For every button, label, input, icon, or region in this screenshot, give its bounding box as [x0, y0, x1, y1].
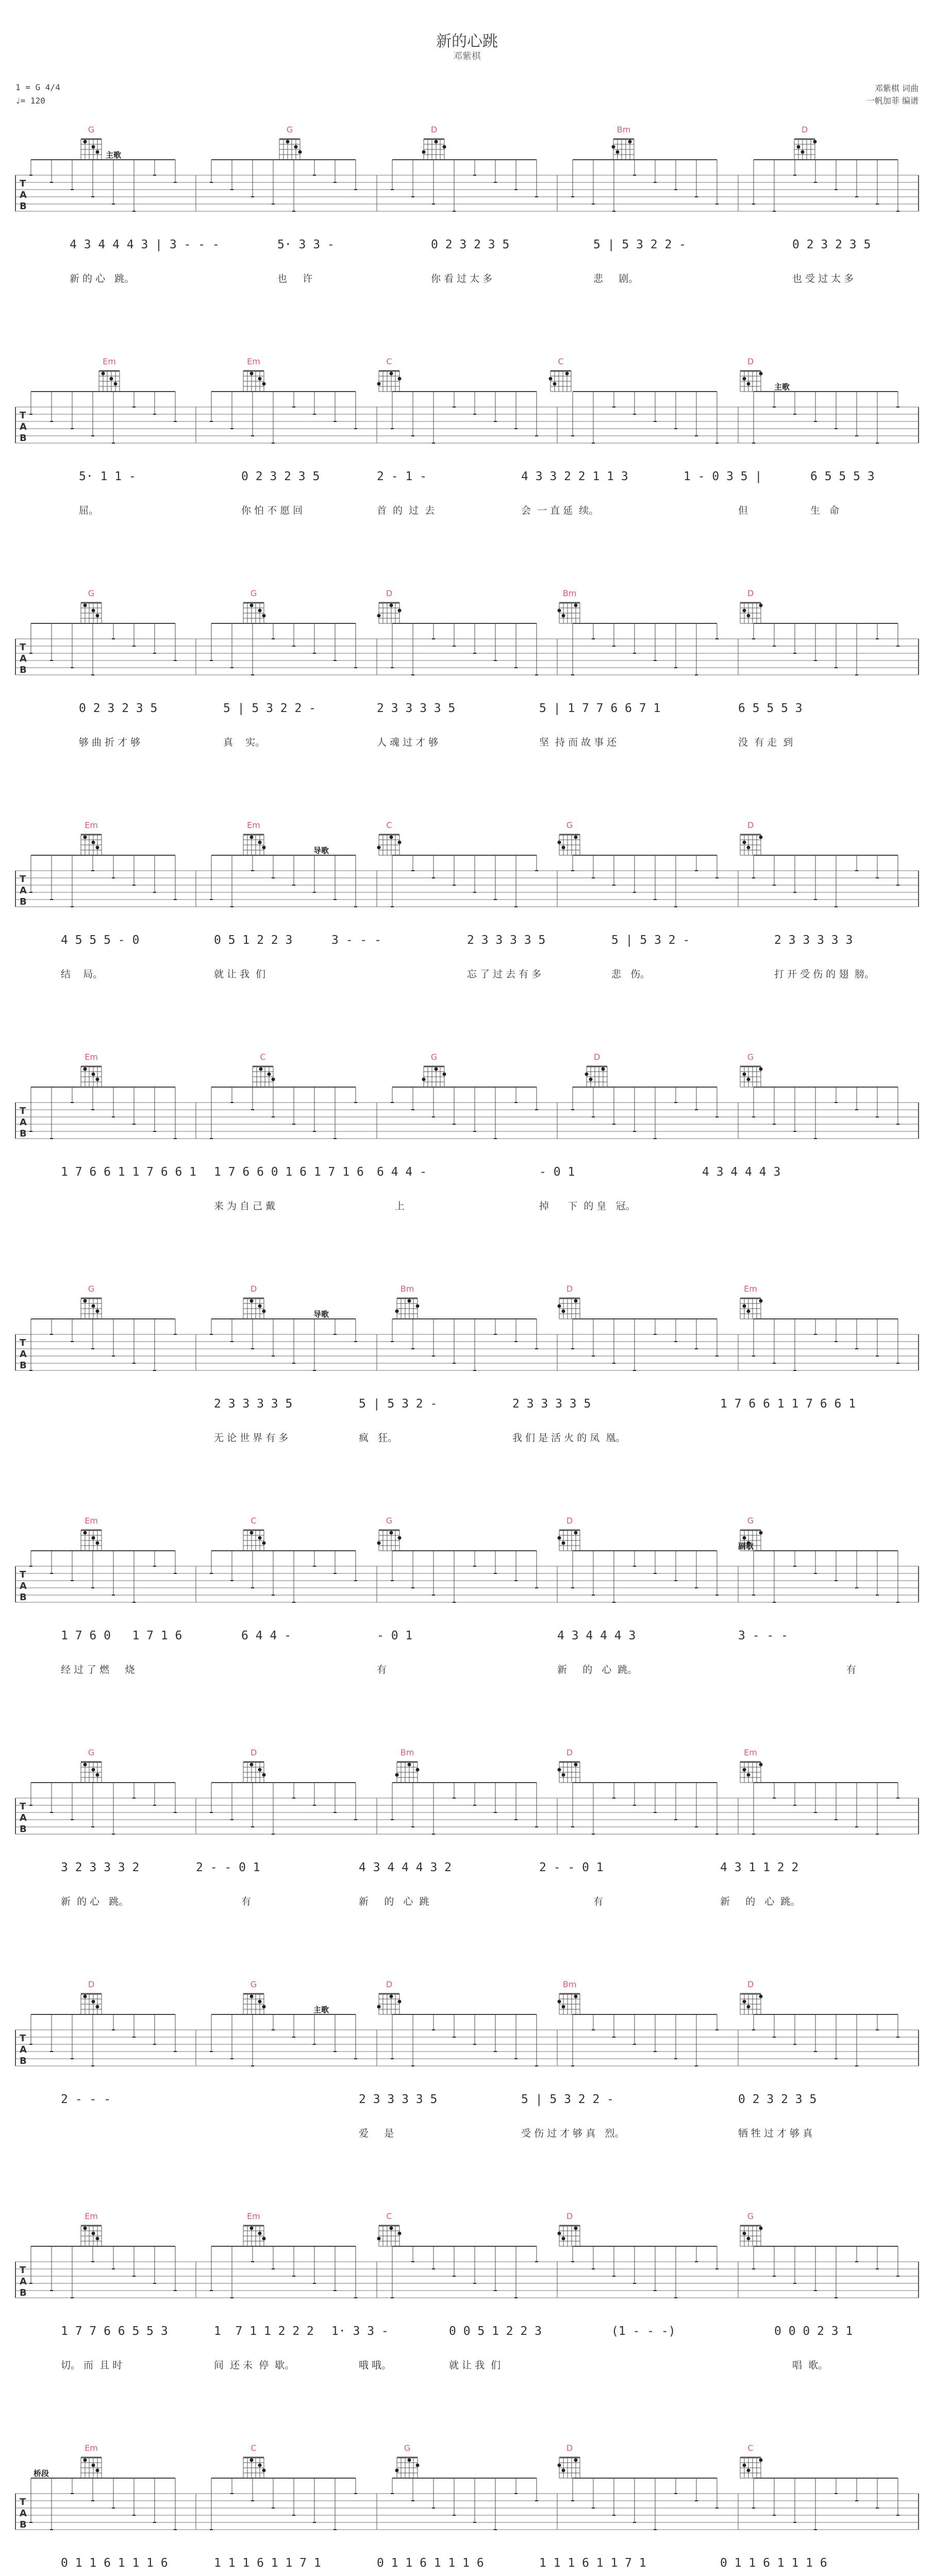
chord-name: G [88, 588, 95, 598]
tab-system [0, 2437, 934, 2576]
tab-clef: B [20, 2056, 27, 2066]
lyric-line: 有 [377, 1664, 387, 1675]
section-label: 导歌 [313, 846, 329, 855]
chord-diagram [243, 1762, 266, 1783]
tab-clef: B [20, 1824, 27, 1835]
chord-name: G [250, 588, 257, 598]
chord-name: D [801, 125, 808, 134]
section-label: 导歌 [313, 1310, 329, 1319]
lyric-line: 上 [395, 1200, 405, 1212]
lyric-line: 你 看 过 太 多 [431, 273, 493, 284]
jianpu-notes: 1 7 7 6 6 5 5 3 [61, 2325, 168, 2338]
chord-diagram [377, 2226, 402, 2246]
lyric-line: 够 曲 折 才 够 [79, 737, 141, 748]
jianpu-notes: 2 - - 0 1 [196, 1861, 260, 1874]
chord-diagram [395, 1762, 420, 1783]
jianpu-notes: 2 3 3 3 3 5 [377, 702, 456, 715]
chord-name: G [566, 820, 573, 830]
jianpu-notes: 1 7 1 1 2 2 2 [214, 2325, 314, 2338]
chord-name: G [430, 1052, 438, 1062]
chord-name: G [747, 1052, 754, 1062]
chord-name: C [251, 1516, 257, 1526]
chord-name: D [430, 125, 438, 134]
chord-diagram [558, 1530, 580, 1551]
chord-name: G [88, 1748, 95, 1757]
credit-arranger: 一帆加菲 编谱 [866, 96, 919, 106]
chord-diagram [740, 1994, 763, 2014]
chord-diagram [81, 1530, 102, 1551]
chord-name: G [404, 2443, 411, 2453]
chord-diagram [549, 371, 572, 392]
chord-diagram [558, 2458, 580, 2478]
tab-clef: T [20, 874, 26, 885]
tab-clef: A [20, 1812, 27, 1823]
lyric-line: 有 [593, 1896, 604, 1907]
jianpu-notes: 1· 3 3 - [331, 2325, 389, 2338]
chord-name: D [386, 1979, 393, 1989]
chord-name: Bm [562, 588, 577, 598]
chord-diagram [81, 1298, 102, 1319]
chord-diagram [377, 603, 402, 623]
chord-name: G [747, 1516, 754, 1526]
lyric-line: 但 [738, 505, 748, 516]
chord-diagram [558, 1994, 580, 2014]
jianpu-notes: 4 3 1 1 2 2 [720, 1861, 799, 1874]
chord-name: D [386, 588, 393, 598]
chord-name: G [286, 125, 293, 134]
jianpu-notes: 0 0 0 2 3 1 [774, 2325, 853, 2338]
chord-diagram [243, 1298, 266, 1319]
chord-name: Em [247, 357, 260, 366]
tab-clef: T [20, 2497, 26, 2507]
tab-clef: A [20, 190, 27, 200]
chord-name: G [747, 2211, 754, 2221]
chord-name: Em [744, 1748, 757, 1757]
jianpu-notes: 0 2 3 2 3 5 [241, 470, 320, 483]
chord-diagram [740, 1066, 763, 1087]
chord-diagram [81, 2458, 102, 2478]
chord-name: Em [247, 2211, 260, 2221]
credit-lyric: 邓紫棋 词曲 [874, 83, 919, 93]
chord-diagram [612, 139, 635, 160]
chord-name: D [566, 1516, 573, 1526]
tab-clef: T [20, 2033, 26, 2044]
chord-diagram [81, 2226, 102, 2246]
jianpu-notes: 6 5 5 5 3 [738, 702, 803, 715]
tab-clef: T [20, 642, 26, 653]
chord-diagram [279, 139, 302, 160]
chord-name: D [747, 1979, 754, 1989]
tab-staff [0, 2437, 934, 2576]
jianpu-notes: (1 - - -) [611, 2325, 676, 2338]
lyric-line: 悲 剧。 [593, 273, 639, 284]
song-artist: 邓紫棋 [453, 51, 481, 62]
chord-diagram [558, 1762, 580, 1783]
lyric-line: 坚 持 而 故 事 还 [539, 737, 617, 748]
chord-name: D [593, 1052, 601, 1062]
jianpu-notes: 5 | 5 3 2 2 - [223, 702, 316, 715]
chord-diagram [81, 1994, 102, 2014]
jianpu-notes: 2 3 3 3 3 3 [774, 934, 853, 947]
jianpu-notes: 4 3 4 4 4 3 | 3 - - - [70, 238, 220, 251]
chord-diagram [558, 603, 580, 623]
jianpu-notes: 0 2 3 2 3 5 [792, 238, 871, 251]
chord-diagram [243, 2458, 266, 2478]
key-signature: 1 = G 4/4 [15, 82, 60, 92]
chord-diagram [740, 2458, 763, 2478]
chord-diagram [740, 1762, 763, 1783]
chord-diagram [558, 1298, 580, 1319]
tab-clef: T [20, 410, 26, 421]
chord-name: Em [85, 1052, 98, 1062]
chord-name: D [566, 2211, 573, 2221]
jianpu-notes: 0 0 5 1 2 2 3 [449, 2325, 542, 2338]
chord-diagram [243, 1994, 266, 2014]
jianpu-notes: 2 - - 0 1 [539, 1861, 604, 1874]
jianpu-notes: 0 1 1 6 1 1 1 6 [61, 2556, 168, 2570]
chord-name: C [251, 2443, 257, 2453]
chord-diagram [377, 835, 402, 855]
lyric-line: 忘 了 过 去 有 多 [467, 969, 542, 980]
chord-diagram [558, 835, 580, 855]
tempo-mark: ♩= 120 [15, 96, 45, 106]
jianpu-notes: 5 | 1 7 7 6 6 7 1 [539, 702, 661, 715]
jianpu-notes: 6 5 5 5 3 [810, 470, 875, 483]
chord-name: Em [85, 1516, 98, 1526]
tab-clef: T [20, 178, 26, 189]
chord-diagram [377, 1994, 402, 2014]
chord-diagram [794, 139, 817, 160]
tab-system [0, 814, 934, 1056]
chord-diagram [740, 1298, 763, 1319]
chord-diagram [81, 1762, 102, 1783]
chord-diagram [740, 2226, 763, 2246]
section-label: 副歌 [738, 1541, 754, 1551]
chord-name: Em [744, 1284, 757, 1294]
jianpu-notes: 1 7 6 6 1 1 7 6 6 1 [720, 1397, 856, 1411]
lyric-line: 你 怕 不 愿 回 [241, 505, 303, 516]
chord-diagram [395, 1298, 420, 1319]
jianpu-notes: - 0 1 [539, 1165, 575, 1179]
chord-diagram [81, 139, 102, 160]
lyric-line: 掉 下 的 皇 冠。 [539, 1200, 636, 1212]
chord-diagram [243, 1530, 266, 1551]
tab-clef: B [20, 2287, 27, 2298]
tab-clef: T [20, 2265, 26, 2276]
lyric-line: 也 受 过 太 多 [792, 273, 854, 284]
chord-diagram [243, 835, 266, 855]
chord-name: Em [85, 820, 98, 830]
tab-clef: A [20, 421, 27, 432]
tab-system [0, 1741, 934, 1984]
chord-diagram [243, 2226, 266, 2246]
jianpu-notes: 4 3 3 2 2 1 1 3 [521, 470, 628, 483]
chord-name: D [566, 1748, 573, 1757]
tab-clef: T [20, 1801, 26, 1812]
tab-system [0, 350, 934, 592]
tab-system [0, 118, 934, 361]
chord-diagram [81, 1066, 102, 1087]
jianpu-notes: 4 3 4 4 4 3 2 [359, 1861, 452, 1874]
jianpu-notes: 4 3 4 4 4 3 [557, 1629, 636, 1642]
tab-system [0, 1278, 934, 1520]
jianpu-notes: 5· 1 1 - [79, 470, 136, 483]
section-label: 主歌 [313, 2005, 329, 2014]
jianpu-notes: 0 2 3 2 3 5 [738, 2093, 817, 2106]
chord-diagram [558, 2226, 580, 2246]
tab-clef: B [20, 201, 27, 212]
jianpu-notes: 5 | 5 3 2 2 - [593, 238, 687, 251]
chord-name: D [88, 1979, 95, 1989]
jianpu-notes: 6 4 4 - [377, 1165, 427, 1179]
tab-clef: B [20, 1592, 27, 1603]
chord-name: G [88, 125, 95, 134]
lyric-line: 疯 狂。 [359, 1432, 398, 1444]
chord-name: D [566, 1284, 573, 1294]
lyric-line: 爱 是 [359, 2128, 394, 2139]
chord-diagram [377, 1530, 402, 1551]
chord-name: Bm [562, 1979, 577, 1989]
chord-name: D [250, 1748, 257, 1757]
chord-name: D [747, 588, 754, 598]
lyric-line: 间 还 未 停 歇。 [214, 2360, 295, 2371]
chord-name: Em [247, 820, 260, 830]
lyric-line: 人 魂 过 才 够 [377, 737, 439, 748]
jianpu-notes: 5 | 5 3 2 - [359, 1397, 438, 1411]
lyric-line: 牺 牲 过 才 够 真 [738, 2128, 813, 2139]
jianpu-notes: 5 | 5 3 2 2 - [521, 2093, 614, 2106]
lyric-line: 受 伤 过 才 够 真 烈。 [521, 2128, 625, 2139]
tab-clef: A [20, 2508, 27, 2519]
tab-system [0, 2205, 934, 2447]
chord-diagram [395, 2458, 420, 2478]
lyric-line: 我 们 是 活 火 的 凤 凰。 [512, 1432, 626, 1444]
chord-diagram [377, 371, 402, 392]
lyric-line: 结 局。 [61, 969, 103, 980]
lyric-line: 新 的 心 跳 [359, 1896, 429, 1907]
lyric-line: 就 让 我 们 [449, 2360, 501, 2371]
lyric-line: 哦 哦。 [359, 2360, 392, 2371]
lyric-line: 新 的 心 跳。 [70, 273, 135, 284]
lyric-line: 新 的 心 跳。 [61, 1896, 129, 1907]
lyric-line: 首 的 过 去 [377, 505, 435, 516]
chord-name: Bm [616, 125, 631, 134]
lyric-line: 生 命 [810, 505, 840, 516]
chord-name: D [250, 1284, 257, 1294]
section-label: 桥段 [34, 2469, 49, 2478]
jianpu-notes: 4 5 5 5 - 0 [61, 934, 140, 947]
chord-name: C [386, 2211, 392, 2221]
lyric-line: 无 论 世 界 有 多 [214, 1432, 289, 1444]
section-label: 主歌 [106, 150, 122, 160]
lyric-line: 也 许 [277, 273, 313, 284]
jianpu-notes: 1 7 6 0 1 7 1 6 [61, 1629, 182, 1642]
tab-clef: B [20, 896, 27, 907]
jianpu-notes: 0 2 3 2 3 5 [431, 238, 510, 251]
tab-system [0, 1973, 934, 2215]
lyric-line: 打 开 受 伤 的 翅 膀。 [774, 969, 875, 980]
chord-name: Bm [400, 1748, 414, 1757]
lyric-line: 有 [846, 1664, 857, 1675]
lyric-line: 有 [241, 1896, 252, 1907]
tab-system [0, 1510, 934, 1752]
jianpu-notes: 2 3 3 3 3 5 [359, 2093, 438, 2106]
chord-diagram [81, 603, 102, 623]
lyric-line: 真 实。 [223, 737, 265, 748]
chord-name: D [747, 357, 754, 366]
jianpu-notes: - 0 1 [377, 1629, 413, 1642]
chord-name: Bm [400, 1284, 414, 1294]
lyric-line: 就 让 我 们 [214, 969, 266, 980]
lyric-line: 切。 而 且 时 [61, 2360, 123, 2371]
chord-diagram [253, 1066, 275, 1087]
chord-diagram [740, 371, 763, 392]
chord-name: C [747, 2443, 754, 2453]
chord-name: C [260, 1052, 266, 1062]
chord-diagram [81, 835, 102, 855]
chord-diagram [585, 1066, 608, 1087]
jianpu-notes: 6 4 4 - [241, 1629, 291, 1642]
jianpu-notes: 5· 3 3 - [277, 238, 335, 251]
tab-clef: A [20, 1117, 27, 1128]
jianpu-notes: 1 7 6 6 1 1 7 6 6 1 [61, 1165, 197, 1179]
tab-staff [0, 350, 934, 505]
chord-name: G [88, 1284, 95, 1294]
jianpu-notes: 2 - - - [61, 2093, 111, 2106]
jianpu-notes: 3 - - - [738, 1629, 788, 1642]
chord-name: G [386, 1516, 393, 1526]
lyric-line: 没 有 走 到 [738, 737, 793, 748]
lyric-line: 悲 伤。 [611, 969, 651, 980]
tab-clef: A [20, 653, 27, 664]
jianpu-notes: 4 3 4 4 4 3 [702, 1165, 781, 1179]
jianpu-notes: 2 3 3 3 3 5 [467, 934, 546, 947]
tab-clef: B [20, 2519, 27, 2530]
tab-clef: A [20, 1581, 27, 1591]
chord-name: C [386, 357, 392, 366]
tab-clef: A [20, 2044, 27, 2055]
lyric-line: 来 为 自 己 戴 [214, 1200, 276, 1212]
song-title: 新的心跳 [436, 32, 498, 50]
jianpu-notes: 1 1 1 6 1 1 7 1 [539, 2556, 646, 2570]
chord-diagram [99, 371, 120, 392]
tab-system [0, 582, 934, 824]
lyric-line: 屈。 [79, 505, 99, 516]
chord-name: D [566, 2443, 573, 2453]
chord-name: Em [85, 2211, 98, 2221]
section-label: 主歌 [774, 382, 790, 392]
jianpu-notes: 2 - 1 - [377, 470, 427, 483]
jianpu-notes: 2 3 3 3 3 5 [512, 1397, 591, 1411]
chord-diagram [740, 835, 763, 855]
jianpu-notes: 0 1 1 6 1 1 1 6 [720, 2556, 827, 2570]
chord-name: C [558, 357, 564, 366]
lyric-line: 会 一 直 延 续。 [521, 505, 599, 516]
jianpu-notes: 5 | 5 3 2 - [611, 934, 690, 947]
tab-clef: B [20, 1360, 27, 1371]
lyric-line: 唱 歌。 [792, 2360, 828, 2371]
chord-diagram [243, 603, 266, 623]
tab-clef: T [20, 1337, 26, 1348]
jianpu-notes: 0 2 3 2 3 5 [79, 702, 158, 715]
chord-diagram [422, 1066, 446, 1087]
jianpu-notes: 1 7 6 6 0 1 6 1 7 1 6 [214, 1165, 364, 1179]
chord-name: G [250, 1979, 257, 1989]
tab-clef: T [20, 1106, 26, 1116]
chord-name: Em [103, 357, 116, 366]
lyric-line: 新 的 心 跳。 [557, 1664, 638, 1675]
chord-diagram [740, 603, 763, 623]
chord-name: D [747, 820, 754, 830]
tab-clef: A [20, 885, 27, 896]
jianpu-notes: 0 1 1 6 1 1 1 6 [377, 2556, 484, 2570]
tab-system [0, 1046, 934, 1288]
jianpu-notes: 0 5 1 2 2 3 [214, 934, 293, 947]
tab-clef: B [20, 1128, 27, 1139]
lyric-line: 新 的 心 跳。 [720, 1896, 800, 1907]
lyric-line: 经 过 了 燃 烧 [61, 1664, 135, 1675]
jianpu-notes: 3 2 3 3 3 2 [61, 1861, 140, 1874]
jianpu-notes: 1 1 1 6 1 1 7 1 [214, 2556, 321, 2570]
tab-clef: B [20, 433, 27, 444]
tab-clef: A [20, 1349, 27, 1360]
chord-name: Em [85, 2443, 98, 2453]
jianpu-notes: 1 - 0 3 5 | [683, 470, 762, 483]
tab-clef: T [20, 1569, 26, 1580]
tab-clef: A [20, 2276, 27, 2287]
jianpu-notes: 2 3 3 3 3 5 [214, 1397, 293, 1411]
tab-clef: B [20, 665, 27, 675]
chord-diagram [422, 139, 446, 160]
chord-name: C [386, 820, 392, 830]
chord-diagram [243, 371, 266, 392]
jianpu-notes: 3 - - - [331, 934, 381, 947]
